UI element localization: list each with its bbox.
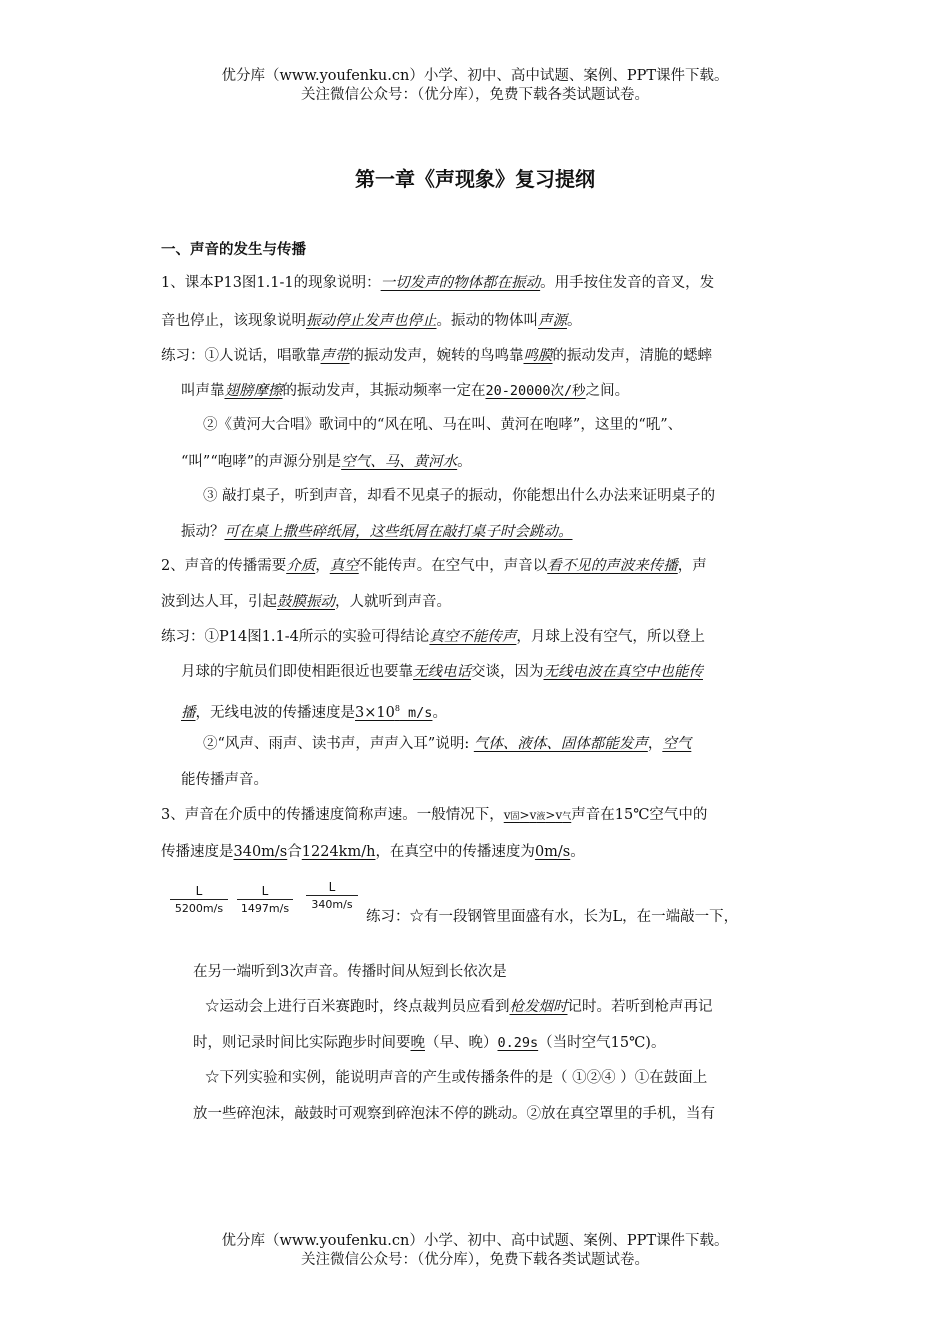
exercise-2-line1: 练习：①P14图1.1-4所示的实验可得结论真空不能传声，月球上没有空气，所以登上	[161, 629, 705, 645]
section-heading: 一、声音的发生与传播	[161, 242, 306, 258]
answer: 真空不能传声	[429, 629, 517, 645]
answer: 20-20000次/秒	[485, 383, 586, 399]
answer: 无线电波在真空中也能传	[543, 664, 703, 680]
paragraph-1-line2: 音也停止，该现象说明振动停止发声也停止。振动的物体叫声源。	[161, 313, 582, 329]
exercise-3-line2: 在另一端听到3次声音。传播时间从短到长依次是	[193, 964, 507, 980]
paragraph-2-line1: 2、声音的传播需要介质，真空不能传声。在空气中，声音以看不见的声波来传播，声	[161, 558, 707, 574]
answer: 真空	[329, 558, 359, 574]
answer: 一切发声的物体都在振动	[380, 275, 541, 291]
exercise-3-line4: 时，则记录时间比实际跑步时间要晚（早、晚）0.29s（当时空气15℃)。	[193, 1035, 666, 1051]
exercise-3-line5: ☆下列实验和实例，能说明声音的产生或传播条件的是（ ①②④ ）①在鼓面上	[205, 1070, 708, 1086]
answer: 枪发烟时	[509, 999, 568, 1015]
exercise-2-line3: 播，无线电波的传播速度是$3\times 10^8$ m/s。	[181, 704, 447, 721]
speed-relation: v固>v液>v气	[503, 808, 572, 822]
answer: 0.29s	[497, 1035, 539, 1051]
answer: 看不见的声波来传播	[547, 558, 678, 574]
exercise-1-line1: 练习：①人说话，唱歌靠声带的振动发声，婉转的鸟鸣靠鸣膜的振动发声，清脆的蟋蟀	[161, 348, 712, 364]
paragraph-2-line2: 波到达人耳，引起鼓膜振动，人就听到声音。	[161, 594, 451, 610]
page-header-line2: 关注微信公众号：（优分库），免费下载各类试题试卷。	[301, 87, 649, 103]
page-title: 第一章《声现象》复习提纲	[355, 167, 595, 191]
page-footer-line2: 关注微信公众号：（优分库），免费下载各类试题试卷。	[301, 1252, 649, 1268]
fraction-air: $\frac{L}{340m/s}$	[306, 880, 358, 911]
answer: $3\times 10^8$ m/s	[355, 704, 433, 721]
paragraph-1-line1: 1、课本P13图1.1-1的现象说明：一切发声的物体都在振动。用手按住发音的音叉，发	[161, 275, 715, 291]
exercise-1-line2: 叫声靠翅膀摩擦的振动发声，其振动频率一定在20-20000次/秒之间。	[181, 383, 630, 399]
page-footer-line1: 优分库（www.youfenku.cn）小学、初中、高中试题、案例、PPT课件下载。	[221, 1233, 729, 1249]
answer: 鸣膜	[523, 348, 553, 364]
exercise-1-line6: 振动？可在桌上撒些碎纸屑，这些纸屑在敲打桌子时会跳动。	[181, 524, 573, 540]
exercise-2-line5: 能传播声音。	[181, 772, 268, 788]
answer: 空气	[662, 736, 692, 752]
fraction-steel: $\frac{L}{5200m/s}$	[170, 884, 228, 915]
answer: 播	[181, 704, 196, 721]
answer: 声源	[538, 313, 567, 329]
answer: 0m/s	[534, 844, 571, 860]
exercise-3-line1: 练习：☆有一段钢管里面盛有水，长为L，在一端敲一下，	[366, 909, 739, 925]
answer: 无线电话	[413, 664, 471, 680]
exercise-1-line3: ②《黄河大合唱》歌词中的“风在吼、马在叫、黄河在咆哮”，这里的“吼”、	[203, 417, 683, 433]
exercise-1-line5: ③ 敲打桌子，听到声音，却看不见桌子的振动，你能想出什么办法来证明桌子的	[203, 488, 716, 504]
exercise-2-line2: 月球的宇航员们即使相距很近也要靠无线电话交谈，因为无线电波在真空中也能传	[181, 664, 703, 680]
answer: 鼓膜振动	[277, 594, 335, 610]
answer: 翅膀摩擦	[224, 383, 283, 399]
answer: 振动停止发声也停止	[306, 313, 437, 329]
answer: 晚	[410, 1035, 425, 1051]
answer: 声带	[320, 348, 350, 364]
paragraph-3-line2: 传播速度是340m/s合1224km/h，在真空中的传播速度为0m/s。	[161, 844, 585, 860]
answer: 空气、马、黄河水	[341, 454, 458, 470]
exercise-3-line3: ☆运动会上进行百米赛跑时，终点裁判员应看到枪发烟时记时。若听到枪声再记	[205, 999, 713, 1015]
answer: 气体、液体、固体都能发声	[473, 736, 648, 752]
answer: 1224km/h	[301, 844, 376, 860]
page-header-line1: 优分库（www.youfenku.cn）小学、初中、高中试题、案例、PPT课件下载。	[221, 68, 729, 84]
fraction-water: $\frac{L}{1497m/s}$	[237, 884, 293, 915]
answer: 340m/s	[233, 844, 288, 860]
answer: 介质	[286, 558, 316, 574]
paragraph-3-line1: 3、声音在介质中的传播速度简称声速。一般情况下，v固>v液>v气声音在15℃空气中的	[161, 807, 708, 823]
answer: 可在桌上撒些碎纸屑，这些纸屑在敲打桌子时会跳动。	[224, 524, 573, 540]
exercise-3-line6: 放一些碎泡沫，敲鼓时可观察到碎泡沫不停的跳动。②放在真空罩里的手机，当有	[193, 1106, 715, 1122]
exercise-1-line4: “叫”“咆哮”的声源分别是空气、马、黄河水。	[181, 454, 472, 470]
exercise-2-line4: ②“风声、雨声、读书声，声声入耳”说明: 气体、液体、固体都能发声，空气	[203, 736, 692, 752]
